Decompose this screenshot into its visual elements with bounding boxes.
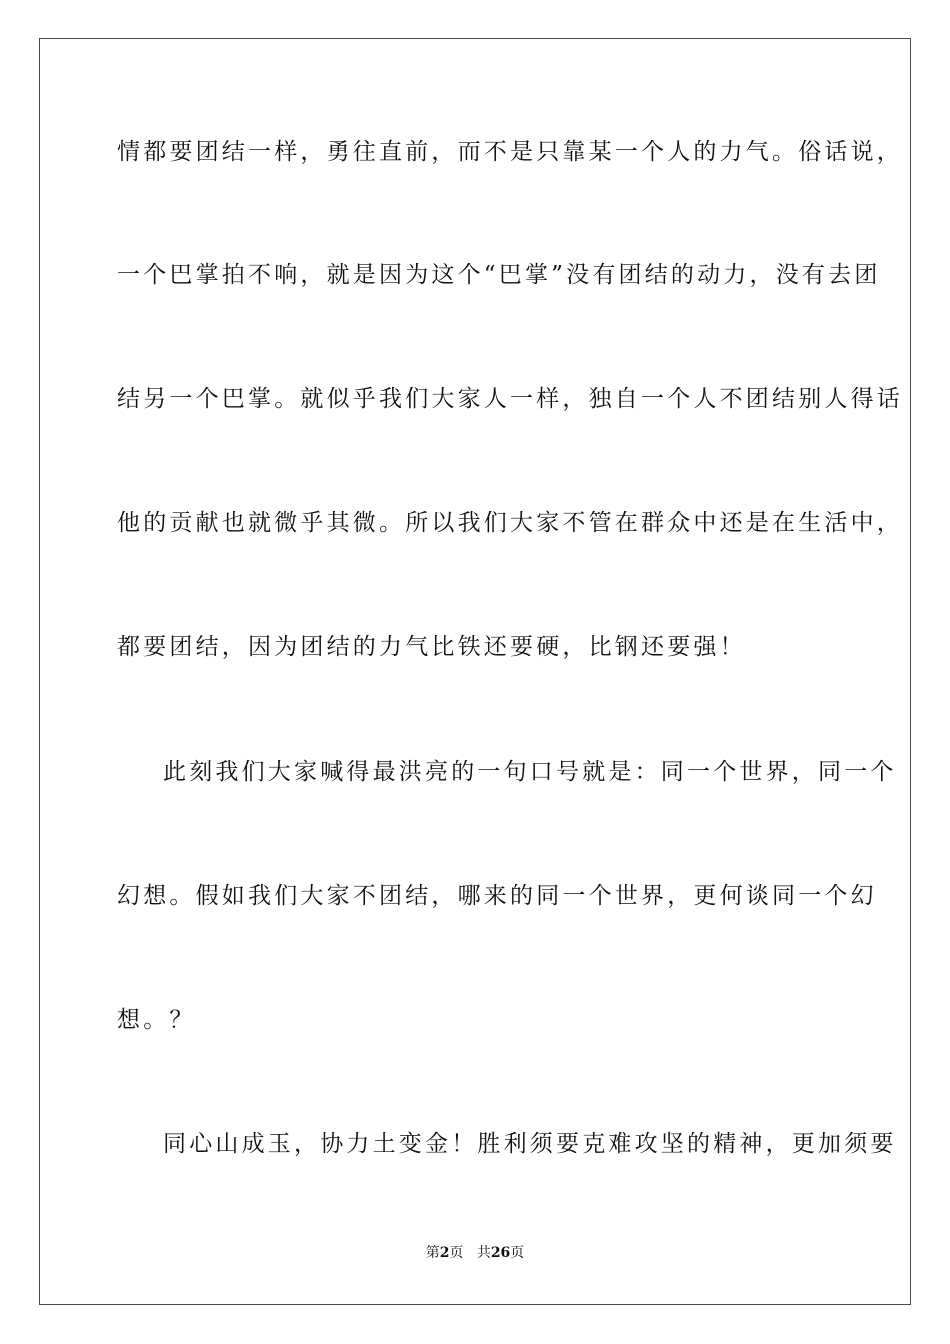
body-text-line: 结另一个巴掌。就似乎我们大家人一样，独自一个人不团结别人得话 — [117, 386, 903, 412]
page-footer — [0, 1244, 950, 1262]
body-text-line: 都要团结，因为团结的力气比铁还要硬，比钢还要强！ — [117, 634, 746, 660]
body-text-line: 情都要团结一样，勇往直前，而不是只靠某一个人的力气。俗话说， — [117, 139, 903, 165]
page-suffix: 页 — [449, 1245, 464, 1261]
total-prefix: 共 — [476, 1245, 491, 1261]
body-text-line: 他的贡献也就微乎其微。所以我们大家不管在群众中还是在生活中， — [117, 510, 903, 536]
body-text-line-indented: 同心山成玉，协力土变金！胜利须要克难攻坚的精神，更加须要 — [163, 1131, 897, 1157]
body-text-line: 想。？ — [117, 1007, 196, 1033]
body-text-line: 一个巴掌拍不响，就是因为这个“巴掌”没有团结的动力，没有去团 — [117, 262, 881, 288]
page-border — [39, 38, 911, 1305]
total-suffix: 页 — [510, 1245, 525, 1261]
page-number: 2 — [439, 1245, 450, 1261]
total-pages: 26 — [490, 1245, 511, 1261]
body-text-line: 幻想。假如我们大家不团结，哪来的同一个世界，更何谈同一个幻 — [117, 883, 877, 909]
page-prefix: 第 — [425, 1245, 440, 1261]
body-text-line-indented: 此刻我们大家喊得最洪亮的一句口号就是：同一个世界，同一个 — [163, 759, 897, 785]
